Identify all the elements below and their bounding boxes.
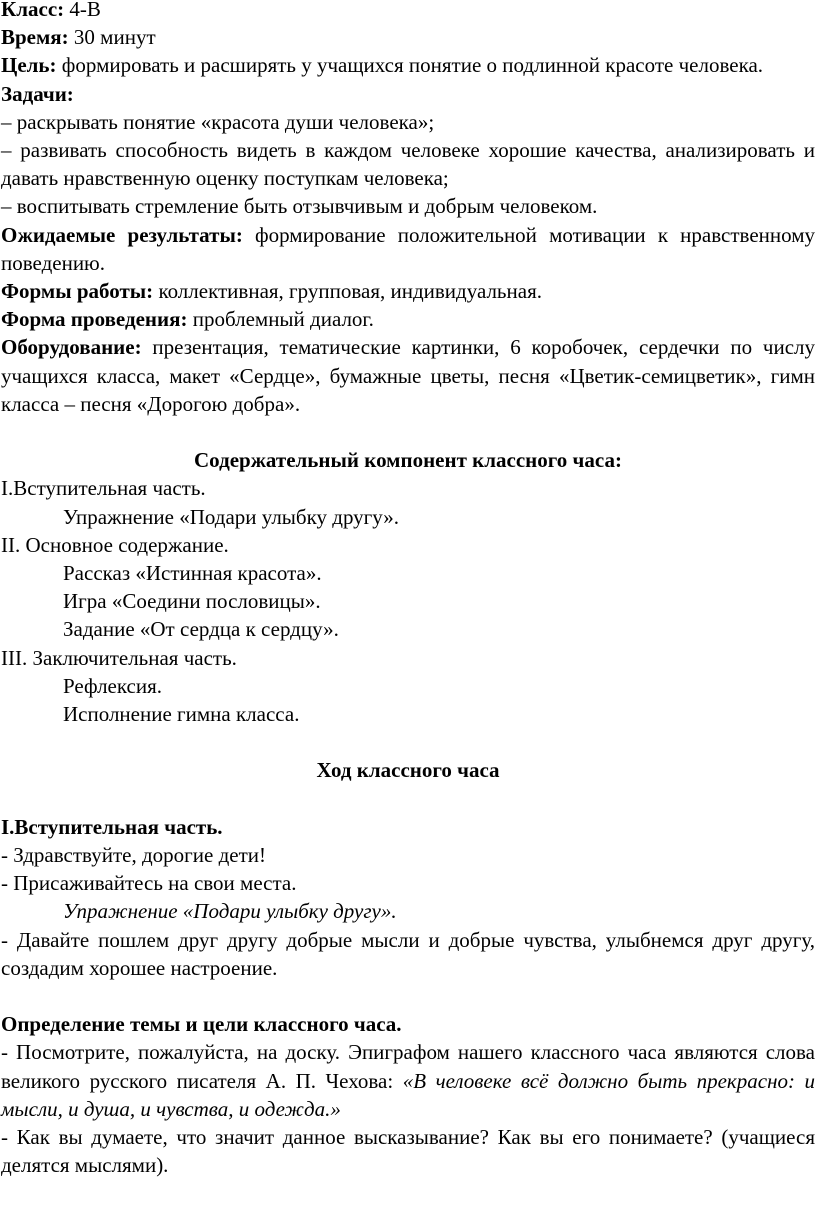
class-label: Класс: xyxy=(1,0,65,21)
equipment-value: презентация, тематические картинки, 6 коробочек, сердечки по числу учащихся класса, макет «Сердце», бумажные цветы, песня «Цветик-семицветик», гимн класса – песня «Дорогою добра». xyxy=(1,335,815,416)
outline-item: Упражнение «Подари улыбку другу». xyxy=(63,504,400,529)
forms-value: коллективная, групповая, индивидуальная. xyxy=(153,279,542,304)
task-item: – раскрывать понятие «красота души человека»; xyxy=(1,109,435,134)
outline-item: Исполнение гимна класса. xyxy=(63,702,300,727)
theme-heading-text: Определение темы и цели классного часа. xyxy=(1,1012,402,1037)
conduct-label: Форма проведения: xyxy=(1,307,188,332)
look-text: - Посмотрите, пожалуйста, на доску. Эпиграфом нашего классного часа являются слова великого русского писателя А. П. Чехова: xyxy=(1,1040,815,1093)
look-line xyxy=(1,1038,815,1123)
send-line: - Давайте пошлем друг другу добрые мысли и добрые чувства, улыбнемся друг другу, создадим хорошее настроение. xyxy=(1,927,815,980)
time-line xyxy=(1,23,815,51)
results-value: формирование положительной мотивации к нравственному поведению. xyxy=(1,222,816,275)
exercise-text: Упражнение «Подари улыбку другу». xyxy=(63,899,397,924)
content-title-text: Содержательный компонент классного часа: xyxy=(194,448,622,473)
task-item: – развивать способность видеть в каждом человеке хорошие качества, анализировать и давать нравственную оценку поступкам человека; xyxy=(1,138,815,191)
forms-line xyxy=(1,277,815,305)
course-title-text: Ход классного часа xyxy=(316,758,500,783)
greeting-line: - Здравствуйте, дорогие дети! xyxy=(1,843,266,868)
equipment-label: Оборудование: xyxy=(1,335,142,360)
time-value: 30 минут xyxy=(68,25,156,50)
forms-label: Формы работы: xyxy=(1,279,154,304)
chekhov-quote: «В человеке всё должно быть прекрасно: и мысли, и душа, и чувства, и одежда.» xyxy=(1,1068,816,1121)
results-label: Ожидаемые результаты: xyxy=(1,222,243,247)
task-item: – воспитывать стремление быть отзывчивым и добрым человеком. xyxy=(1,194,598,219)
conduct-value: проблемный диалог. xyxy=(187,307,374,332)
time-label: Время: xyxy=(1,25,69,50)
equipment-line xyxy=(1,333,815,418)
part1-heading: I.Вступительная часть. xyxy=(1,476,206,501)
part3-heading: III. Заключительная часть. xyxy=(1,645,237,670)
tasks-heading xyxy=(1,80,815,108)
theme-heading xyxy=(1,1010,815,1038)
class-line xyxy=(1,0,815,23)
exercise-line xyxy=(1,897,815,925)
results-line xyxy=(1,221,815,277)
outline-item: Рассказ «Истинная красота». xyxy=(63,561,322,586)
part2-heading: II. Основное содержание. xyxy=(1,532,229,557)
outline-item: Игра «Соедини пословицы». xyxy=(63,589,321,614)
tasks-label: Задачи: xyxy=(1,81,74,106)
goal-value: формировать и расширять у учащихся понятие о подлинной красоте человека. xyxy=(56,53,764,78)
course-title xyxy=(1,756,815,784)
goal-label: Цель: xyxy=(1,53,57,78)
outline-item: Рефлексия. xyxy=(63,673,163,698)
class-value: 4-В xyxy=(64,0,101,21)
conduct-line xyxy=(1,305,815,333)
outline-item: Задание «От сердца к сердцу». xyxy=(63,617,339,642)
goal-line xyxy=(1,51,815,79)
intro-heading-text: I.Вступительная часть. xyxy=(1,814,223,839)
intro-heading xyxy=(1,813,815,841)
sit-line: - Присаживайтесь на свои места. xyxy=(1,871,297,896)
question-line: - Как вы думаете, что значит данное высказывание? Как вы его понимаете? (учащиеся делятся мыслями). xyxy=(1,1125,815,1178)
content-title xyxy=(1,446,815,474)
